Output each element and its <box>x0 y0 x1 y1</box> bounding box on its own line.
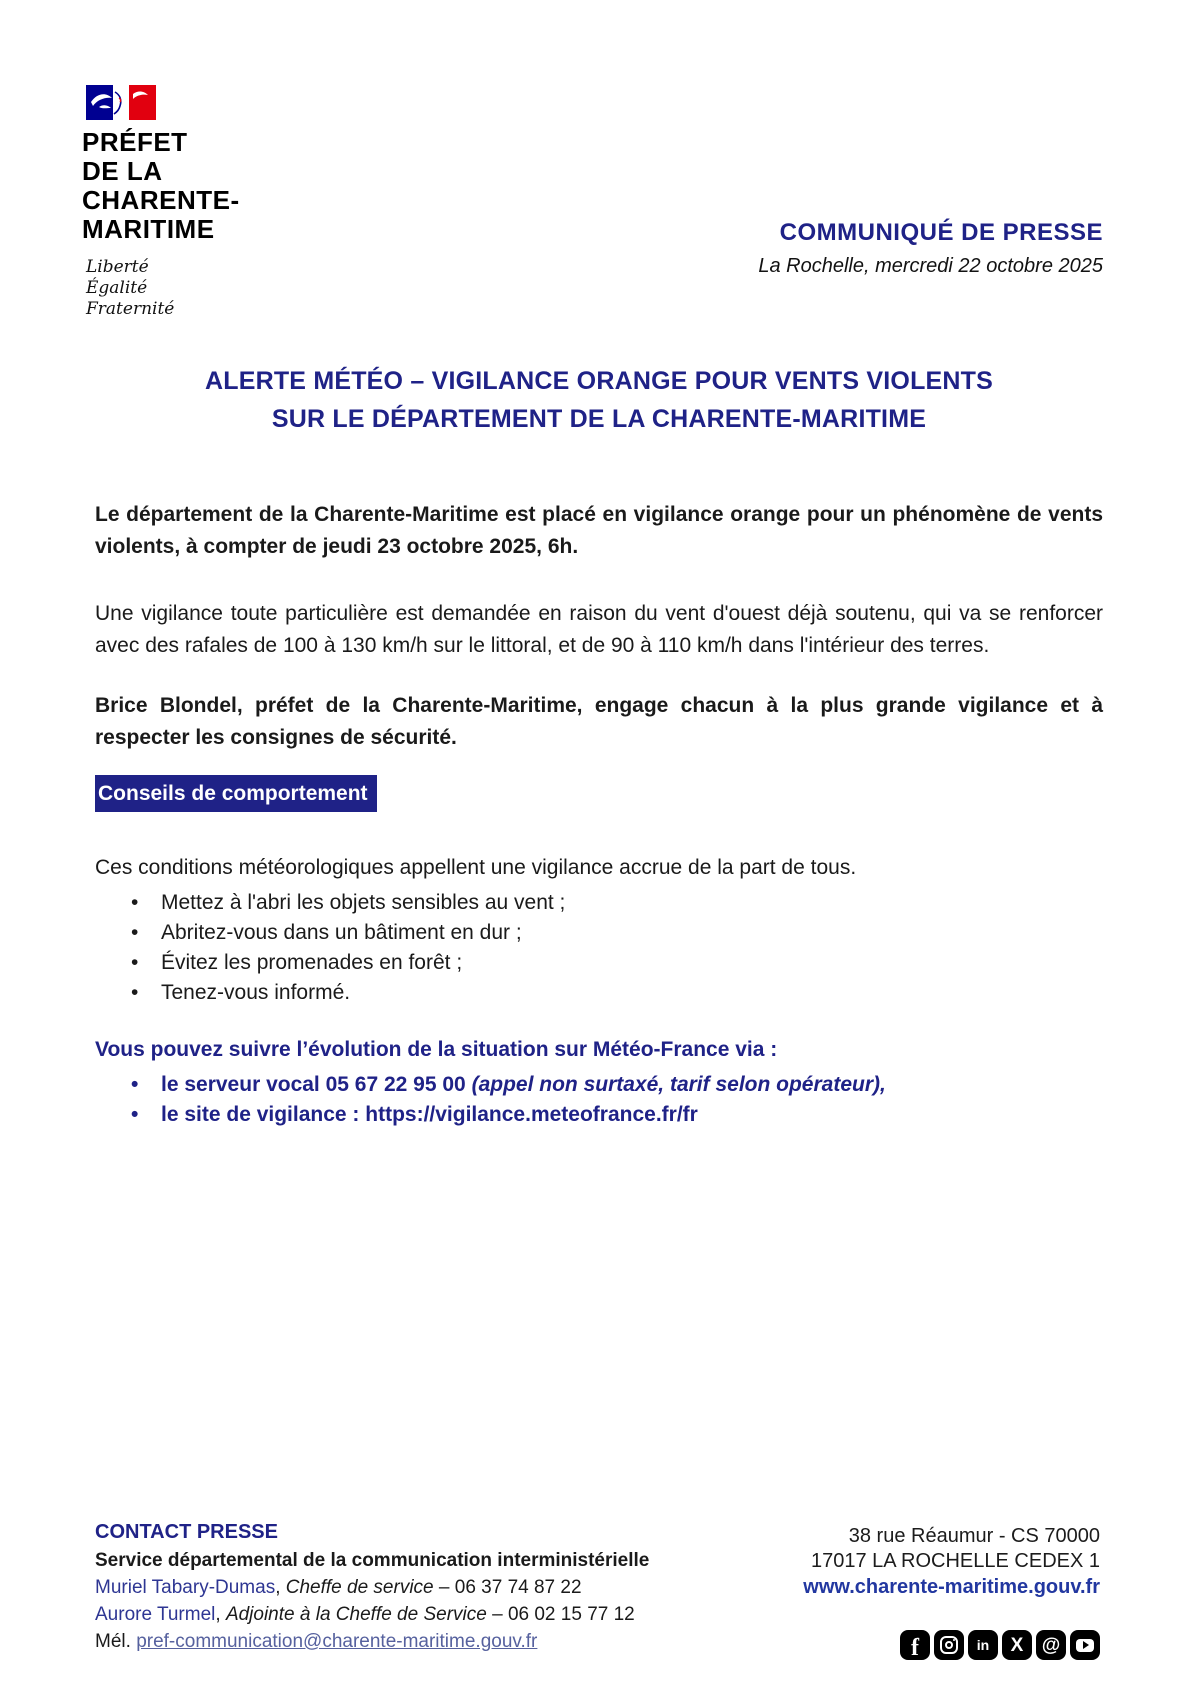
advice-item-text: Mettez à l'abri les objets sensibles au vent ; <box>161 891 566 914</box>
contact-sep: , <box>215 1604 226 1625</box>
bullet-icon: • <box>131 1073 139 1096</box>
meteo-item-phone-text <box>161 1070 886 1100</box>
logo-name-line: DE LA <box>82 156 163 186</box>
advice-intro: Ces conditions météorologiques appellent une vigilance accrue de la part de tous. <box>95 856 857 879</box>
meteo-item-site <box>95 1100 1103 1130</box>
vigilance-site-link[interactable]: https://vigilance.meteofrance.fr/fr <box>365 1103 698 1126</box>
contact-phone: 06 02 15 77 12 <box>507 1604 635 1625</box>
youtube-icon[interactable] <box>1070 1630 1100 1660</box>
press-contact-block <box>95 1518 649 1655</box>
website-link[interactable]: www.charente-maritime.gouv.fr <box>803 1576 1100 1598</box>
communique-heading: COMMUNIQUÉ DE PRESSE <box>779 219 1103 246</box>
meteo-item-site-text <box>161 1100 698 1130</box>
section-heading-conseils <box>95 775 377 812</box>
header-right <box>758 219 1103 278</box>
instagram-icon[interactable] <box>934 1630 964 1660</box>
contact-line <box>95 1574 649 1601</box>
social-icons-row <box>803 1630 1100 1660</box>
contact-name: Aurore Turmel <box>95 1604 216 1625</box>
logo-name-line: CHARENTE- <box>82 185 240 215</box>
contact-sep: , <box>275 1577 286 1598</box>
logo-name-line: MARITIME <box>82 214 215 244</box>
contact-name: Muriel Tabary-Dumas <box>95 1577 276 1598</box>
title-line-2: SUR LE DÉPARTEMENT DE LA CHARENTE-MARITIME <box>271 405 927 433</box>
paragraph-prefet: Brice Blondel, préfet de la Charente-Maritime, engage chacun à la plus grande vigilance et à respecter les consignes de sécurité. <box>95 694 1103 749</box>
bullet-icon: • <box>131 981 139 1004</box>
bullet-icon: • <box>131 1103 139 1126</box>
motto-line: Fraternité <box>86 299 175 319</box>
advice-item-text: Abritez-vous dans un bâtiment en dur ; <box>161 921 522 944</box>
bullet-icon: • <box>131 921 139 944</box>
republic-motto <box>86 257 240 320</box>
advice-item-text: Évitez les promenades en forêt ; <box>161 951 463 974</box>
advice-item <box>95 888 1103 918</box>
french-flag-marianne-icon <box>86 85 156 120</box>
dateline: La Rochelle, mercredi 22 octobre 2025 <box>758 255 1103 277</box>
facebook-icon[interactable]: f <box>900 1630 930 1660</box>
contact-dash: – <box>486 1604 508 1625</box>
threads-icon[interactable]: @ <box>1036 1630 1066 1660</box>
site-prefix-text: le site de vigilance : <box>161 1103 366 1126</box>
motto-line: Liberté <box>86 257 149 277</box>
contact-role: Adjointe à la Cheffe de Service <box>225 1604 487 1625</box>
prefecture-name <box>82 128 240 244</box>
phone-server-text: le serveur vocal 05 67 22 95 00 <box>161 1073 472 1096</box>
advice-item <box>95 918 1103 948</box>
advice-list <box>95 888 1103 1008</box>
meteo-lead: Vous pouvez suivre l’évolution de la situation sur Météo-France via : <box>95 1038 778 1061</box>
linkedin-icon[interactable]: in <box>968 1630 998 1660</box>
contact-role: Cheffe de service <box>285 1577 434 1598</box>
contact-dash: – <box>433 1577 455 1598</box>
meteo-list <box>95 1070 1103 1130</box>
advice-item-text: Tenez-vous informé. <box>161 981 351 1004</box>
address-block <box>803 1524 1100 1660</box>
meteo-item-phone <box>95 1070 1103 1100</box>
logo-name-line: PRÉFET <box>82 127 188 157</box>
email-prefix: Mél. <box>95 1631 137 1652</box>
motto-line: Égalité <box>86 278 148 298</box>
prefecture-logo <box>82 85 240 320</box>
lead-paragraph: Le département de la Charente-Maritime est placé en vigilance orange pour un phénomène de vents violents, à compter de jeudi 23 octobre 2025, 6h. <box>95 503 1103 558</box>
body-content <box>95 499 1103 1130</box>
address-line-1: 38 rue Réaumur - CS 70000 <box>848 1525 1100 1547</box>
contact-line <box>95 1601 649 1628</box>
x-twitter-icon[interactable]: X <box>1002 1630 1032 1660</box>
press-email-link[interactable]: pref-communication@charente-maritime.gouv.fr <box>136 1631 538 1652</box>
advice-item <box>95 948 1103 978</box>
advice-item <box>95 978 1103 1008</box>
contact-service: Service départemental de la communication interministérielle <box>95 1550 650 1571</box>
address-line-2: 17017 LA ROCHELLE CEDEX 1 <box>810 1550 1100 1572</box>
section-heading-label: Conseils de comportement <box>98 782 368 805</box>
page-title <box>95 362 1103 438</box>
phone-note-text: (appel non surtaxé, tarif selon opérateur), <box>471 1073 886 1096</box>
contact-email-line <box>95 1628 649 1655</box>
bullet-icon: • <box>131 951 139 974</box>
paragraph-vigilance: Une vigilance toute particulière est demandée en raison du vent d'ouest déjà soutenu, qui va se renforcer avec des rafales de 100 à 130 km/h sur le littoral, et de 90 à 110 km/h dans l'intérieur des terres. <box>95 602 1103 657</box>
title-line-1: ALERTE MÉTÉO – VIGILANCE ORANGE POUR VENTS VIOLENTS <box>204 367 994 395</box>
contact-phone: 06 37 74 87 22 <box>454 1577 582 1598</box>
contact-heading: CONTACT PRESSE <box>95 1521 278 1543</box>
bullet-icon: • <box>131 891 139 914</box>
